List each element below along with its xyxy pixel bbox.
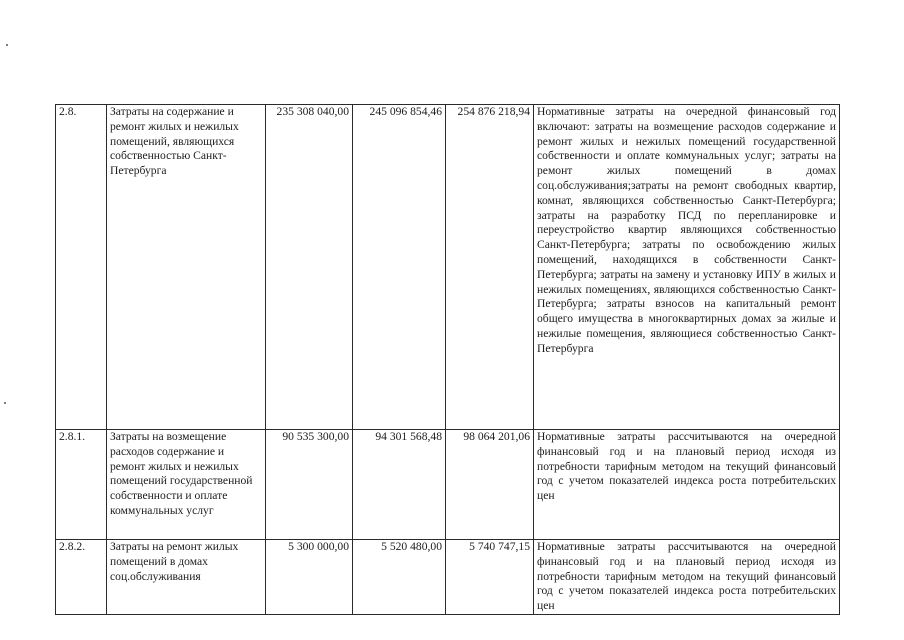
row-code: 2.8.1.	[56, 430, 107, 540]
table-row	[56, 540, 840, 615]
row-code: 2.8.	[56, 105, 107, 430]
row-description: Нормативные затраты на очередной финансовый год включают: затраты на возмещение расходов содержание и ремонт жилых и нежилых помещений государственной собственности и оплате коммунальных услуг; затраты на ремонт жилых помещений в домах соц.обслуживания;затраты на ремонт свободных квартир, комнат, являющихся собственностью Санкт-Петербурга; затраты на разработку ПСД по перепланировке и переустройство квартир являющихся собственностью Санкт-Петербурга; затраты по освобождению жилых помещений, находящихся в собственности Санкт-Петербурга; затраты на замену и установку ИПУ в жилых и нежилых помещениях, являющихся собственностью Санкт-Петербурга; затраты взносов на капитальный ремонт общего имущества в многоквартирных домах за жилые и нежилые помещения, являющиеся собственностью Санкт-Петербурга	[534, 105, 840, 430]
row-amount-year2: 94 301 568,48	[353, 430, 446, 540]
row-amount-year1: 5 300 000,00	[266, 540, 353, 615]
row-name: Затраты на возмещение расходов содержание и ремонт жилых и нежилых помещений государственной собственности и оплате коммунальных услуг	[107, 430, 266, 540]
row-name: Затраты на ремонт жилых помещений в домах соц.обслуживания	[107, 540, 266, 615]
scan-speck	[6, 44, 8, 46]
row-amount-year1: 90 535 300,00	[266, 430, 353, 540]
row-amount-year3: 5 740 747,15	[446, 540, 534, 615]
row-amount-year3: 254 876 218,94	[446, 105, 534, 430]
scan-speck	[4, 402, 6, 404]
row-description: Нормативные затраты рассчитываются на очередной финансовый год и на плановый период исходя из потребности тарифным методом на текущий финансовый год с учетом показателей индекса роста потребительских цен	[534, 430, 840, 540]
row-amount-year3: 98 064 201,06	[446, 430, 534, 540]
row-amount-year2: 245 096 854,46	[353, 105, 446, 430]
row-amount-year2: 5 520 480,00	[353, 540, 446, 615]
table-row	[56, 105, 840, 430]
row-description: Нормативные затраты рассчитываются на очередной финансовый год и на плановый период исходя из потребности тарифным методом на текущий финансовый год с учетом показателей индекса роста потребительских цен	[534, 540, 840, 615]
row-name: Затраты на содержание и ремонт жилых и нежилых помещений, являющихся собственностью Санкт-Петербурга	[107, 105, 266, 430]
table-row	[56, 430, 840, 540]
row-code: 2.8.2.	[56, 540, 107, 615]
row-amount-year1: 235 308 040,00	[266, 105, 353, 430]
budget-table	[55, 104, 840, 615]
